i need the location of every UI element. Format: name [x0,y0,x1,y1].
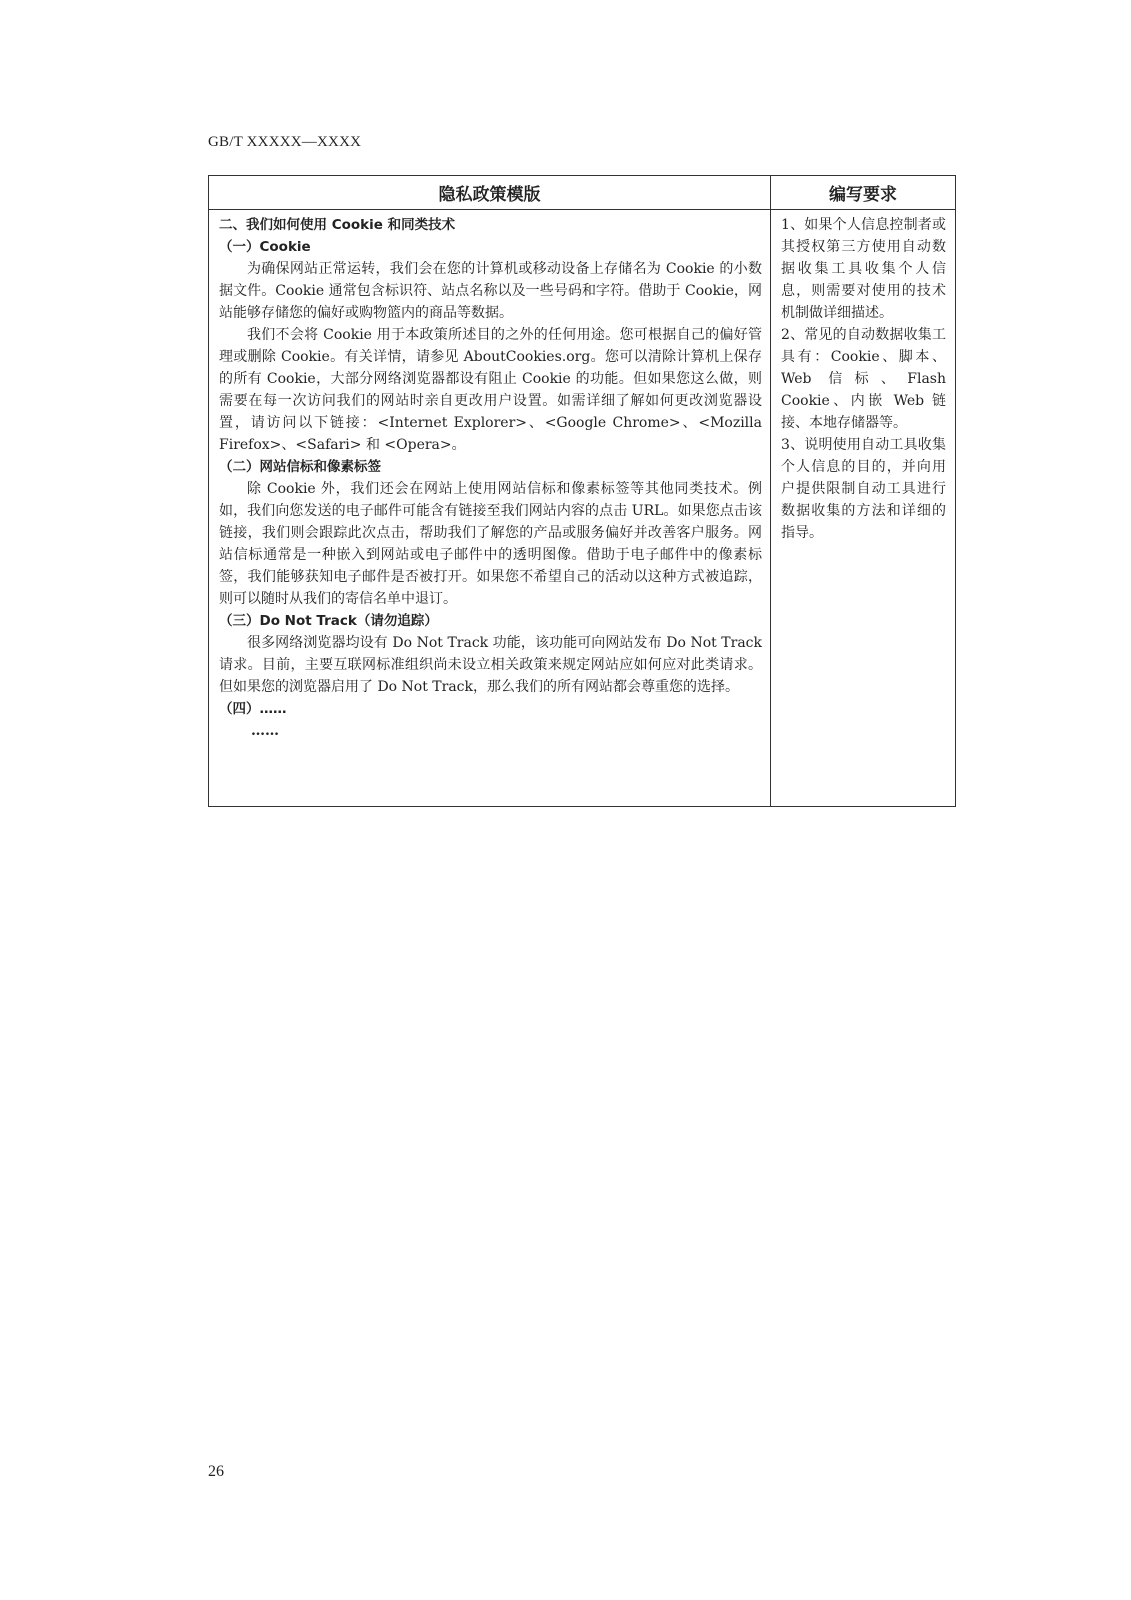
requirement-item: 3、说明使用自动工具收集个人信息的目的，并向用户提供限制自动工具进行数据收集的方法和详细的指导。 [781,437,946,541]
subsection-cookie-title: （一）Cookie [219,239,311,255]
requirement-item: 2、常见的自动数据收集工具有：Cookie、脚本、Web 信标、Flash Cookie、内嵌 Web 链接、本地存储器等。 [781,327,946,431]
cookie-paragraph: 为确保网站正常运转，我们会在您的计算机或移动设备上存储名为 Cookie 的小数据文件。Cookie 通常包含标识符、站点名称以及一些号码和字符。借助于 Cookie，网站能够存储您的偏好或购物篮内的商品等数据。 [219,261,762,321]
requirement-item: 1、如果个人信息控制者或其授权第三方使用自动数据收集工具收集个人信息，则需要对使用的技术机制做详细描述。 [781,217,946,321]
template-cell [209,210,771,807]
table-body-row [209,210,956,807]
subsection-four-title: （四）…… [219,701,287,717]
dnt-paragraph: 很多网络浏览器均设有 Do Not Track 功能，该功能可向网站发布 Do Not Track 请求。目前，主要互联网标准组织尚未设立相关政策来规定网站应如何应对此类请求。但如果您的浏览器启用了 Do Not Track，那么我们的所有网站都会尊重您的选择。 [219,635,762,695]
subsection-beacons-title: （二）网站信标和像素标签 [219,459,381,475]
table-header-row [209,176,956,210]
requirements-cell [771,210,956,807]
section-title: 二、我们如何使用 Cookie 和同类技术 [219,217,456,233]
cookie-paragraph: 我们不会将 Cookie 用于本政策所述目的之外的任何用途。您可根据自己的偏好管理或删除 Cookie。有关详情，请参见 AboutCookies.org。您可以清除计算机上保存的所有 Cookie，大部分网络浏览器都设有阻止 Cookie 的功能。但如果您这么做，则需要在每一次访问我们的网站时亲自更改用户设置。如需详细了解如何更改浏览器设置，请访问以下链接：<Internet Explorer>、<Google Chrome>、<Mozilla Firefox>、<Safari> 和 <Opera>。 [219,327,762,453]
page-number: 26 [208,1463,224,1480]
column-header-requirements: 编写要求 [771,176,956,210]
subsection-dnt-title: （三）Do Not Track（请勿追踪） [219,613,438,629]
beacons-paragraph: 除 Cookie 外，我们还会在网站上使用网站信标和像素标签等其他同类技术。例如，我们向您发送的电子邮件可能含有链接至我们网站内容的点击 URL。如果您点击该链接，我们则会跟踪此次点击，帮助我们了解您的产品或服务偏好并改善客户服务。网站信标通常是一种嵌入到网站或电子邮件中的透明图像。借助于电子邮件中的像素标签，我们能够获知电子邮件是否被打开。如果您不希望自己的活动以这种方式被追踪，则可以随时从我们的寄信名单中退订。 [219,481,762,607]
column-header-template: 隐私政策模版 [209,176,771,210]
standard-code-header: GB/T XXXXX—XXXX [208,134,362,150]
privacy-policy-table [208,175,956,807]
continuation-ellipsis: …… [251,723,279,739]
